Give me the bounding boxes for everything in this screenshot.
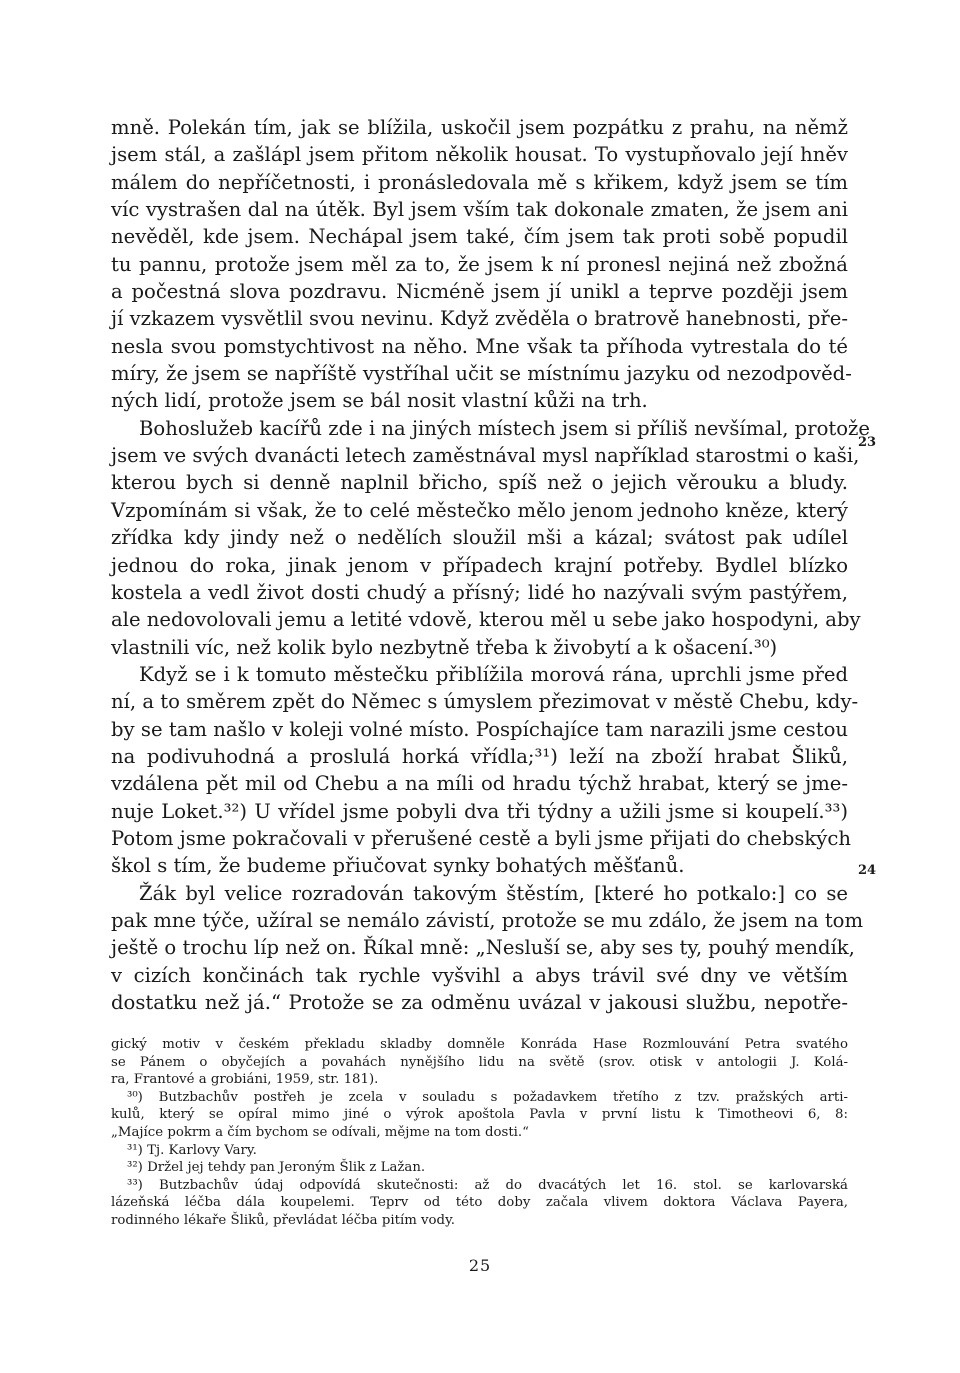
- margin-number: 23: [858, 435, 877, 450]
- text-line: v cizích končinách tak rychle vyšvihl a abys trávil své dny ve větším: [111, 963, 848, 987]
- footnote-line: ³²) Držel jej tehdy pan Jeroným Šlik z Lažan.: [127, 1160, 426, 1176]
- text-line: Žák byl velice rozradován takovým štěstím, [které ho potkalo:] co se: [139, 881, 848, 905]
- text-line: vlastnili víc, než kolik bylo nezbytně třeba k živobytí a k ošacení.³⁰): [111, 635, 778, 659]
- text-line: ještě o trochu líp než on. Říkal mně: „Nesluší se, aby ses ty, pouhý mendík,: [111, 936, 855, 960]
- footnote: [111, 1142, 848, 1160]
- text-line: na podivuhodná a proslulá horká vřídla;³¹) leží na zboží hrabat Šliků,: [111, 744, 848, 768]
- text-line: ale nedovolovali jemu a letité vdově, kterou měl u sebe jako hospodyni, aby: [111, 608, 861, 632]
- text-line: mně. Polekán tím, jak se blížila, uskočil jsem pozpátku z prahu, na němž: [111, 116, 848, 139]
- paragraph: [111, 114, 852, 415]
- text-line: nesla svou pomstychtivost na něho. Mne však ta příhoda vytrestala do té: [111, 334, 848, 358]
- text-line: jsem stál, a zašlápl jsem přitom několik housat. To vystupňovalo její hněv: [111, 143, 848, 167]
- text-line: víc vystrašen dal na útěk. Byl jsem vším tak dokonale zmaten, že jsem ani: [111, 198, 848, 222]
- text-line: Když se i k tomuto městečku přiblížila morová rána, uprchli jsme před: [139, 662, 848, 686]
- footnotes: [111, 1036, 848, 1230]
- text-line: zřídka kdy jindy než o nedělích sloužil mši a kázal; svátost pak udílel: [111, 526, 848, 550]
- text-line: tu pannu, protože jsem měl za to, že jsem k ní pronesl nejiná než zbožná: [111, 252, 848, 276]
- text-line: kostela a vedl život dosti chudý a přísný; lidé ho nazývali svým pastýřem,: [111, 580, 848, 604]
- footnote: [111, 1089, 848, 1142]
- text-line: by se tam našlo v koleji volné místo. Pospíchajíce tam narazili jsme cestou: [111, 717, 848, 741]
- text-line: jí vzkazem vysvětlil svou nevinu. Když zvěděla o bratrově hanebnosti, pře-: [111, 307, 848, 331]
- text-line: ní, a to směrem zpět do Němec s úmyslem přezimovat v městě Chebu, kdy-: [111, 690, 859, 714]
- footnote: [111, 1159, 848, 1177]
- footnote-line: rodinného lékaře Šliků, převládat léčba pitím vody.: [111, 1212, 456, 1228]
- text-line: Potom jsme pokračovali v přerušené cestě a byli jsme přijati do chebských: [111, 826, 851, 850]
- text-line: dostatku než já.“ Protože se za odměnu uvázal v jakousi službu, nepotře-: [111, 991, 848, 1014]
- text-line: ných lidí, protože jsem se bál nosit vlastní kůži na trh.: [111, 389, 648, 413]
- text-line: kterou bych si denně naplnil břicho, spíš než o jejich věrouku a bludy.: [111, 471, 848, 495]
- page-number: 25: [468, 1256, 492, 1275]
- margin-number: 24: [858, 863, 877, 878]
- text-line: Vzpomínám si však, že to celé městečko mělo jenom jednoho kněze, který: [111, 498, 848, 522]
- text-line: jednou do roka, jinak jenom v případech krajní potřeby. Bydlel blízko: [111, 553, 848, 577]
- text-line: jsem ve svých dvanácti letech zaměstnával mysl například starostmi o kaši,: [111, 444, 860, 468]
- text-line: nuje Loket.³²) U vřídel jsme pobyli dva tři týdny a užili jsme si koupelí.³³): [111, 799, 848, 823]
- paragraph: [111, 880, 864, 1017]
- footnote: [111, 1177, 848, 1230]
- footnote-line: ³⁰) Butzbachův postřeh je zcela v souladu s požadavkem třetího z tzv. pražských arti-: [127, 1089, 848, 1105]
- text-line: vzdálena pět mil od Chebu a na míli od hradu týchž hrabat, který se jme-: [111, 772, 848, 796]
- footnote: [111, 1036, 848, 1089]
- text-line: míry, že jsem se napříště vystříhal učit se místnímu jazyku od nezodpověd-: [111, 362, 852, 386]
- footnote-line: ³¹) Tj. Karlovy Vary.: [127, 1142, 257, 1158]
- paragraph: [111, 661, 859, 880]
- text-line: škol s tím, že budeme přiučovat synky bohatých měšťanů.: [111, 854, 685, 878]
- footnote-line: ³³) Butzbachův údaj odpovídá skutečnosti: až do dvacátých let 16. stol. se karlovarská: [127, 1177, 848, 1193]
- text-line: nevěděl, kde jsem. Nechápal jsem také, čím jsem tak proti sobě popudil: [111, 225, 848, 249]
- text-line: málem do nepříčetnosti, i pronásledovala mě s křikem, když jsem se tím: [111, 170, 848, 194]
- text-line: Bohoslužeb kacířů zde i na jiných místech jsem si příliš nevšímal, protože: [139, 416, 870, 440]
- footnote-line: lázeňská léčba dála koupelemi. Teprv od této doby začala vlivem doktora Václava Payera,: [111, 1195, 848, 1211]
- text-line: pak mne týče, užíral se nemálo závistí, protože se mu zdálo, že jsem na tom: [111, 908, 864, 932]
- text-line: a počestná slova pozdravu. Nicméně jsem jí unikl a teprve později jsem: [111, 280, 848, 304]
- footnote-line: kulů, který se opíral mimo jiné o výrok apoštola Pavla v první listu k Timotheovi 6, 8:: [111, 1107, 848, 1123]
- footnote-line: „Majíce pokrm a čím bychom se odívali, mějme na tom dosti.“: [111, 1124, 529, 1140]
- footnote-line: ra, Frantové a grobiáni, 1959, str. 181).: [111, 1072, 379, 1088]
- footnote-line: gický motiv v českém překladu skladby domněle Konráda Hase Rozmlouvání Petra svatého: [111, 1037, 848, 1052]
- footnote-line: se Pánem o obyčejích a povahách nynějšího lidu na světě (srov. otisk v antologii J. Kolá-: [111, 1054, 848, 1070]
